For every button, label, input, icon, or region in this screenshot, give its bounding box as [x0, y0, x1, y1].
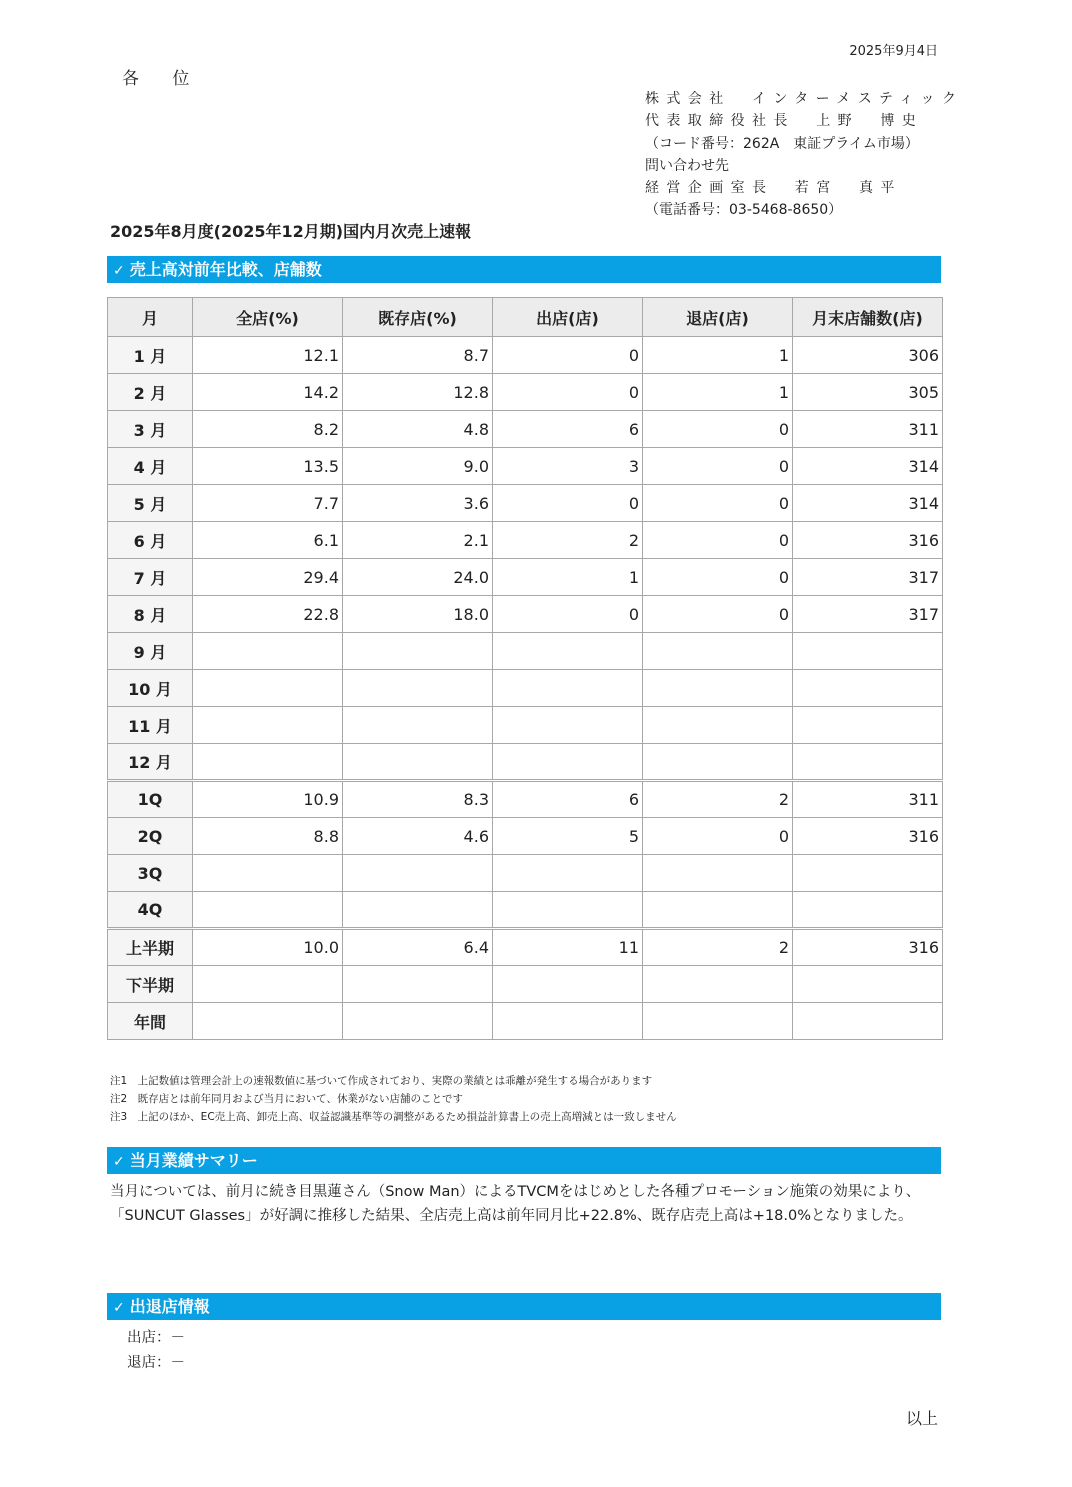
table-cell	[493, 707, 643, 744]
sales-table	[107, 297, 943, 1040]
table-cell: 13.5	[193, 448, 343, 485]
table-row	[108, 670, 943, 707]
table-cell: 0	[643, 559, 793, 596]
table-cell: 2	[493, 522, 643, 559]
company-name: 株式会社 インターメスティック	[645, 91, 964, 107]
row-label: 5 月	[108, 485, 193, 522]
table-cell: 3.6	[343, 485, 493, 522]
section-title-sales: 売上高対前年比較、店舗数	[129, 260, 322, 279]
table-cell	[793, 855, 943, 892]
document-title: 2025年8月度(2025年12月期)国内月次売上速報	[110, 222, 472, 241]
table-row	[108, 744, 943, 781]
table-cell	[193, 892, 343, 929]
table-cell: 1	[643, 374, 793, 411]
table-header-row	[108, 298, 943, 337]
summary-line-1: 当月については、前月に続き目黒蓮さん（Snow Man）によるTVCMをはじめとした各種プロモーション施策の効果により、	[110, 1184, 921, 1200]
company-info	[645, 88, 963, 222]
phone-number: （電話番号：03-5468-8650）	[645, 202, 843, 219]
table-cell: 0	[493, 374, 643, 411]
table-row	[108, 781, 943, 818]
note-3: 注3 上記のほか、EC売上高、卸売上高、収益認識基準等の調整があるため損益計算書上の売上高増減とは一致しません	[110, 1111, 677, 1123]
table-cell	[493, 744, 643, 781]
table-cell	[793, 892, 943, 929]
table-cell: 0	[493, 337, 643, 374]
table-cell: 8.3	[343, 781, 493, 818]
table-cell	[643, 633, 793, 670]
table-cell	[343, 855, 493, 892]
closing-text: 以上	[905, 1409, 938, 1428]
table-cell: 18.0	[343, 596, 493, 633]
table-cell	[793, 670, 943, 707]
table-cell	[343, 892, 493, 929]
table-row	[108, 374, 943, 411]
table-cell: 0	[493, 596, 643, 633]
table-cell	[193, 744, 343, 781]
row-label: 3Q	[108, 855, 193, 892]
table-cell: 4.6	[343, 818, 493, 855]
table-row	[108, 485, 943, 522]
table-cell: 0	[493, 485, 643, 522]
table-cell	[343, 744, 493, 781]
check-icon: ✓	[113, 1300, 125, 1316]
table-cell: 0	[643, 485, 793, 522]
table-cell: 0	[643, 596, 793, 633]
row-label: 3 月	[108, 411, 193, 448]
table-cell: 0	[643, 411, 793, 448]
table-cell: 311	[793, 411, 943, 448]
table-cell	[493, 1003, 643, 1040]
table-cell: 3	[493, 448, 643, 485]
table-cell: 12.8	[343, 374, 493, 411]
table-cell: 6	[493, 411, 643, 448]
table-cell: 311	[793, 781, 943, 818]
table-cell: 306	[793, 337, 943, 374]
table-row	[108, 929, 943, 966]
row-label: 6 月	[108, 522, 193, 559]
table-cell	[193, 1003, 343, 1040]
section-title-summary: 当月業績サマリー	[129, 1151, 258, 1170]
table-row	[108, 411, 943, 448]
check-icon: ✓	[113, 263, 125, 279]
table-cell: 6.1	[193, 522, 343, 559]
table-cell	[493, 633, 643, 670]
table-row	[108, 818, 943, 855]
row-label: 1 月	[108, 337, 193, 374]
table-cell	[493, 855, 643, 892]
table-row	[108, 448, 943, 485]
table-cell: 6.4	[343, 929, 493, 966]
table-cell	[343, 670, 493, 707]
row-label: 年間	[108, 1003, 193, 1040]
column-header: 月	[108, 298, 193, 337]
column-header: 退店(店)	[643, 298, 793, 337]
column-header: 月末店舗数(店)	[793, 298, 943, 337]
table-cell: 316	[793, 929, 943, 966]
table-row	[108, 337, 943, 374]
table-cell	[793, 744, 943, 781]
table-cell: 316	[793, 818, 943, 855]
row-label: 7 月	[108, 559, 193, 596]
table-cell	[793, 966, 943, 1003]
table-row	[108, 707, 943, 744]
table-cell: 316	[793, 522, 943, 559]
table-cell: 8.7	[343, 337, 493, 374]
table-cell	[793, 633, 943, 670]
table-cell: 12.1	[193, 337, 343, 374]
table-cell	[643, 892, 793, 929]
stock-code: （コード番号：262A 東証プライム市場）	[645, 135, 919, 152]
table-row	[108, 892, 943, 929]
table-cell: 314	[793, 448, 943, 485]
table-cell: 6	[493, 781, 643, 818]
table-cell: 1	[643, 337, 793, 374]
table-cell: 7.7	[193, 485, 343, 522]
table-cell: 4.8	[343, 411, 493, 448]
column-header: 既存店(%)	[343, 298, 493, 337]
section-title-stores: 出退店情報	[129, 1297, 210, 1316]
table-cell	[343, 707, 493, 744]
table-cell: 11	[493, 929, 643, 966]
row-label: 10 月	[108, 670, 193, 707]
table-cell	[193, 966, 343, 1003]
table-cell: 8.2	[193, 411, 343, 448]
table-cell	[643, 670, 793, 707]
table-cell: 9.0	[343, 448, 493, 485]
table-cell	[793, 707, 943, 744]
notes	[110, 1072, 677, 1126]
table-cell	[643, 744, 793, 781]
table-cell	[643, 855, 793, 892]
table-cell	[193, 855, 343, 892]
row-label: 2Q	[108, 818, 193, 855]
summary-text	[110, 1180, 920, 1228]
table-row	[108, 633, 943, 670]
table-row	[108, 559, 943, 596]
table-cell: 14.2	[193, 374, 343, 411]
table-cell	[193, 670, 343, 707]
table-cell: 317	[793, 559, 943, 596]
table-cell: 1	[493, 559, 643, 596]
table-cell	[193, 633, 343, 670]
table-cell: 5	[493, 818, 643, 855]
row-label: 2 月	[108, 374, 193, 411]
table-cell: 29.4	[193, 559, 343, 596]
section-bar-summary	[107, 1147, 941, 1174]
section-bar-sales	[107, 256, 941, 283]
table-cell	[643, 1003, 793, 1040]
table-cell	[343, 633, 493, 670]
table-cell: 0	[643, 522, 793, 559]
table-cell: 10.0	[193, 929, 343, 966]
column-header: 全店(%)	[193, 298, 343, 337]
note-2: 注2 既存店とは前年同月および当月において、休業がない店舗のことです	[110, 1093, 463, 1105]
table-row	[108, 966, 943, 1003]
document-date: 2025年9月4日	[849, 44, 938, 59]
table-cell: 305	[793, 374, 943, 411]
row-label: 9 月	[108, 633, 193, 670]
note-1: 注1 上記数値は管理会計上の速報数値に基づいて作成されており、実際の業績とは乖離が発生する場合があります	[110, 1075, 653, 1087]
row-label: 上半期	[108, 929, 193, 966]
row-label: 12 月	[108, 744, 193, 781]
section-bar-stores	[107, 1293, 941, 1320]
table-row	[108, 1003, 943, 1040]
table-cell	[793, 1003, 943, 1040]
table-cell: 314	[793, 485, 943, 522]
table-cell	[493, 892, 643, 929]
table-cell	[643, 707, 793, 744]
table-cell	[343, 966, 493, 1003]
table-cell	[493, 670, 643, 707]
table-cell: 24.0	[343, 559, 493, 596]
row-label: 4 月	[108, 448, 193, 485]
store-closed: 退店：－	[127, 1355, 185, 1371]
table-cell: 0	[643, 818, 793, 855]
table-cell	[193, 707, 343, 744]
row-label: 11 月	[108, 707, 193, 744]
table-cell: 22.8	[193, 596, 343, 633]
table-cell: 317	[793, 596, 943, 633]
summary-line-2: 「SUNCUT Glasses」が好調に推移した結果、全店売上高は前年同月比+22.8%、既存店売上高は+18.0%となりました。	[110, 1208, 913, 1224]
store-info	[127, 1326, 185, 1376]
check-icon: ✓	[113, 1154, 125, 1170]
contact-person: 経営企画室長 若宮 真平	[645, 180, 902, 197]
recipient: 各 位	[122, 69, 204, 89]
table-cell: 2	[643, 781, 793, 818]
table-row	[108, 855, 943, 892]
table-cell: 2.1	[343, 522, 493, 559]
table-cell: 8.8	[193, 818, 343, 855]
row-label: 4Q	[108, 892, 193, 929]
row-label: 8 月	[108, 596, 193, 633]
representative: 代表取締役社長 上野 博史	[645, 113, 924, 130]
contact-label: 問い合わせ先	[645, 157, 729, 174]
table-cell: 2	[643, 929, 793, 966]
table-cell: 0	[643, 448, 793, 485]
row-label: 下半期	[108, 966, 193, 1003]
row-label: 1Q	[108, 781, 193, 818]
column-header: 出店(店)	[493, 298, 643, 337]
table-cell	[493, 966, 643, 1003]
store-opened: 出店：－	[127, 1330, 185, 1346]
table-row	[108, 596, 943, 633]
table-cell	[643, 966, 793, 1003]
table-cell: 10.9	[193, 781, 343, 818]
table-row	[108, 522, 943, 559]
table-cell	[343, 1003, 493, 1040]
